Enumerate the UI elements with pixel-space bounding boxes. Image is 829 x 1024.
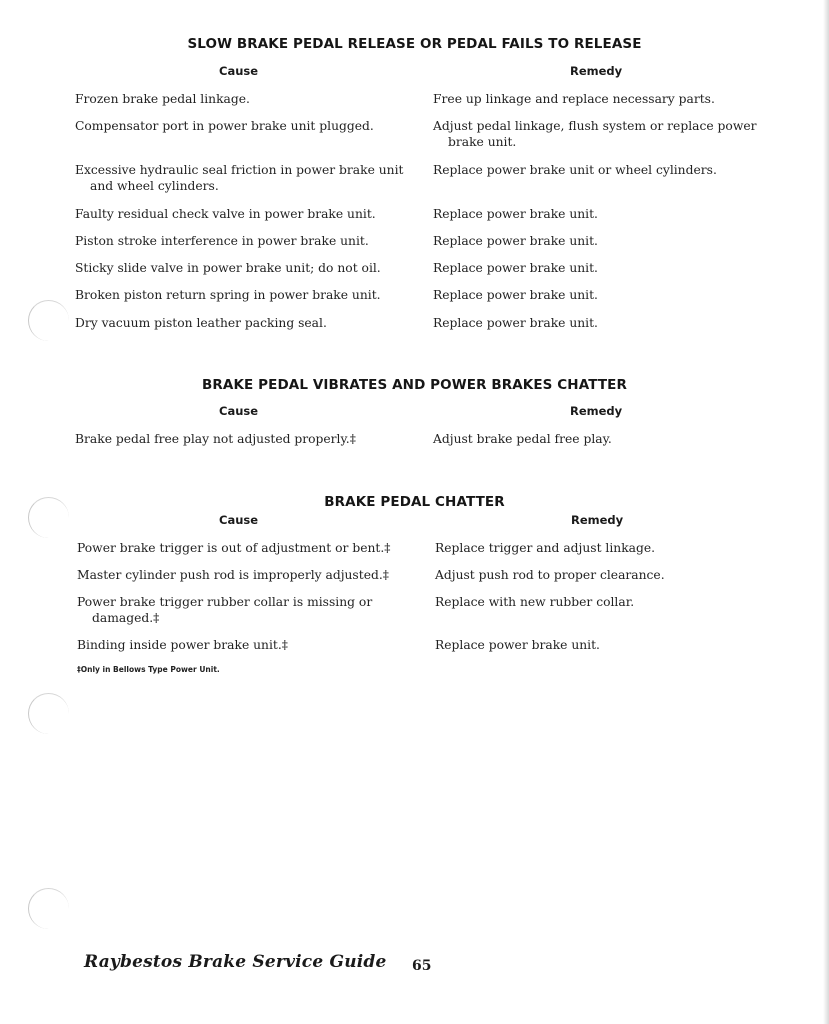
remedy-text: Adjust push rod to proper clearance. [435, 568, 665, 582]
cause-text: Faulty residual check valve in power brake unit. [75, 207, 376, 221]
remedy-header: Remedy [570, 64, 623, 78]
cause-text: Master cylinder push rod is improperly adjusted.‡ [77, 568, 389, 582]
remedy-text: Replace power brake unit. [433, 261, 598, 275]
remedy-header: Remedy [571, 513, 624, 527]
remedy-text: Replace power brake unit. [435, 638, 600, 652]
remedy-text: Replace power brake unit. [433, 234, 598, 248]
remedy-text: Replace power brake unit. [433, 288, 598, 302]
remedy-text: Adjust pedal linkage, flush system or replace power brake unit. [433, 119, 757, 149]
section-title: BRAKE PEDAL VIBRATES AND POWER BRAKES CHATTER [202, 377, 627, 393]
cause-text: Brake pedal free play not adjusted properly.‡ [75, 432, 356, 446]
cause-header: Cause [219, 404, 259, 418]
remedy-text: Replace power brake unit. [433, 207, 598, 221]
remedy-text: Replace power brake unit or wheel cylinders. [433, 163, 717, 177]
remedy-text: Replace trigger and adjust linkage. [435, 541, 656, 555]
cause-text: Dry vacuum piston leather packing seal. [75, 316, 327, 330]
cause-text: Power brake trigger rubber collar is missing or damaged.‡ [77, 595, 373, 625]
remedy-text: Free up linkage and replace necessary parts. [433, 92, 715, 106]
section-title: BRAKE PEDAL CHATTER [324, 494, 505, 510]
section-title: SLOW BRAKE PEDAL RELEASE OR PEDAL FAILS TO RELEASE [187, 36, 642, 52]
brand-logo-text: Raybestos Brake Service Guide [84, 952, 387, 972]
cause-text: Sticky slide valve in power brake unit; do not oil. [75, 261, 381, 275]
binder-hole-lower [28, 693, 69, 734]
cause-text: Broken piston return spring in power brake unit. [75, 288, 381, 302]
binder-hole-bottom [28, 888, 69, 929]
cause-text: Frozen brake pedal linkage. [75, 92, 250, 106]
page-number: 65 [412, 958, 432, 974]
cause-text: Binding inside power brake unit.‡ [77, 638, 288, 652]
remedy-text: Replace power brake unit. [433, 316, 598, 330]
remedy-text: Replace with new rubber collar. [435, 595, 635, 609]
page-edge [823, 0, 829, 1024]
footnote: ‡Only in Bellows Type Power Unit. [77, 665, 220, 674]
cause-text: Piston stroke interference in power brake unit. [75, 234, 369, 248]
remedy-text: Adjust brake pedal free play. [433, 432, 612, 446]
cause-text: Excessive hydraulic seal friction in power brake unit and wheel cylinders. [75, 163, 404, 193]
binder-hole-top [28, 300, 69, 341]
remedy-header: Remedy [570, 404, 623, 418]
cause-header: Cause [219, 513, 259, 527]
cause-header: Cause [219, 64, 259, 78]
cause-text: Compensator port in power brake unit plugged. [75, 119, 374, 133]
cause-text: Power brake trigger is out of adjustment or bent.‡ [77, 541, 391, 555]
